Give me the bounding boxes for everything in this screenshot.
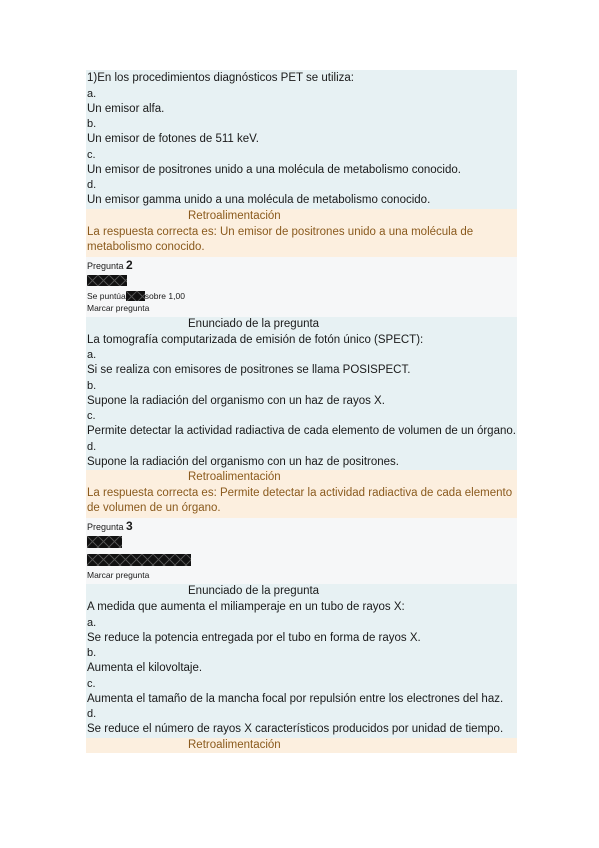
option-letter: c. <box>87 148 96 161</box>
option-letter: b. <box>87 647 97 659</box>
question-number-value: 2 <box>126 257 133 272</box>
option-text[interactable]: Un emisor de positrones unido a una molécula de metabolismo conocido. <box>87 163 461 176</box>
option-text[interactable]: Se reduce el número de rayos X característicos producidos por unidad de tiempo. <box>87 723 504 735</box>
redaction-box <box>87 275 127 286</box>
feedback-heading: Retroalimentación <box>86 209 517 224</box>
question-3-info <box>86 518 517 584</box>
question-text: 1)En los procedimientos diagnósticos PET se utiliza: <box>87 72 354 84</box>
option-text[interactable]: Aumenta el tamaño de la mancha focal por repulsión entre los electrones del haz. <box>87 692 504 705</box>
feedback-text: La respuesta correcta es: Un emisor de positrones unido a una molécula de metabolismo conocido. <box>86 224 517 257</box>
statement-heading: Enunciado de la pregunta <box>86 584 517 599</box>
option-letter: a. <box>87 616 97 629</box>
option-letter: d. <box>87 708 97 720</box>
redaction-box <box>126 291 145 301</box>
option-letter: a. <box>87 349 97 361</box>
question-2 <box>86 332 517 471</box>
redacted-status <box>87 533 516 551</box>
question-2-info <box>86 257 517 317</box>
option-text[interactable]: Supone la radiación del organismo con un haz de positrones. <box>87 455 399 468</box>
option-text[interactable]: Si se realiza con emisores de positrones se llama POSISPECT. <box>87 364 411 376</box>
option-text[interactable]: Supone la radiación del organismo con un haz de rayos X. <box>87 394 385 407</box>
question-number-value: 3 <box>126 519 133 533</box>
question-number <box>87 520 516 533</box>
option-text[interactable]: Se reduce la potencia entregada por el tubo en forma de rayos X. <box>87 631 421 644</box>
option-text[interactable]: Un emisor gamma unido a una molécula de metabolismo conocido. <box>87 194 431 206</box>
redaction-box <box>87 554 191 566</box>
redacted-status <box>87 272 516 290</box>
option-letter: b. <box>87 379 97 392</box>
question-text: La tomografía computarizada de emisión de fotón único (SPECT): <box>87 333 424 346</box>
option-letter: d. <box>87 179 97 191</box>
question-1 <box>86 70 517 209</box>
option-letter: a. <box>87 87 97 100</box>
option-text[interactable]: Permite detectar la actividad radiactiva de cada elemento de volumen de un órgano. <box>87 425 516 437</box>
question-number <box>87 259 516 272</box>
option-letter: d. <box>87 440 97 453</box>
statement-heading: Enunciado de la pregunta <box>86 317 517 332</box>
flag-question-link[interactable]: Marcar pregunta <box>87 302 150 313</box>
score-prefix: Se puntúa <box>87 290 126 301</box>
feedback-heading: Retroalimentación <box>86 738 517 753</box>
option-text[interactable]: Aumenta el kilovoltaje. <box>87 662 203 674</box>
option-letter: c. <box>87 410 96 422</box>
score-suffix: sobre 1,00 <box>144 290 185 301</box>
question-text: A medida que aumenta el miliamperaje en un tubo de rayos X: <box>87 601 405 613</box>
feedback-heading: Retroalimentación <box>86 470 517 485</box>
feedback-text: La respuesta correcta es: Permite detectar la actividad radiactiva de cada elemento de volumen de un órgano. <box>86 485 517 518</box>
option-letter: c. <box>87 677 96 690</box>
question-label: Pregunta <box>87 522 124 532</box>
redaction-box <box>87 536 122 548</box>
option-text[interactable]: Un emisor de fotones de 511 keV. <box>87 133 259 145</box>
option-text[interactable]: Un emisor alfa. <box>87 102 165 115</box>
question-3 <box>86 599 517 738</box>
quiz-review <box>86 70 517 753</box>
redacted-score <box>87 551 516 569</box>
flag-question-link[interactable]: Marcar pregunta <box>87 570 150 580</box>
question-label: Pregunta <box>87 260 124 271</box>
option-letter: b. <box>87 118 97 130</box>
score-line <box>87 290 516 302</box>
